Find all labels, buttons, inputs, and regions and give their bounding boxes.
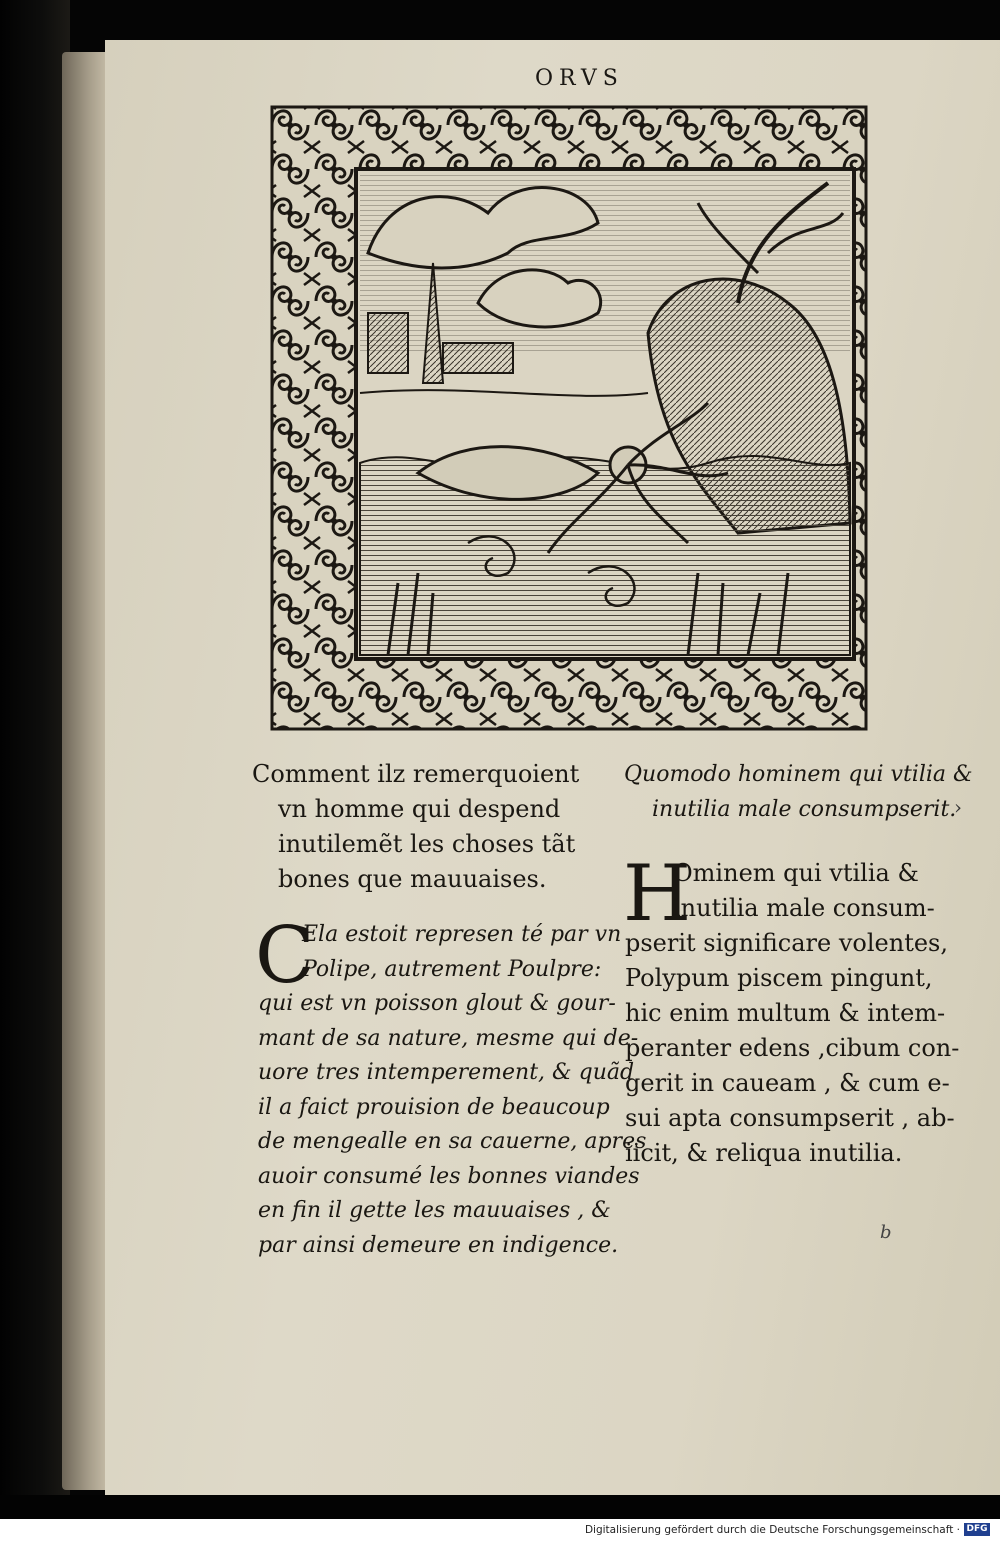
french-body-line: il a faict prouision de beaucoup	[258, 1094, 610, 1120]
latin-body-line: Ominem qui vtilia &	[673, 859, 919, 887]
french-dropcap: C	[255, 911, 315, 1001]
french-body-line: mant de sa nature, mesme qui de-	[258, 1025, 639, 1051]
french-body	[258, 918, 646, 1263]
woodcut-illustration	[268, 103, 870, 733]
latin-body-line: Polypum piscem pingunt,	[625, 964, 933, 992]
signature-mark: b	[880, 1222, 892, 1243]
latin-body-line: inutilia male consum-	[673, 894, 935, 922]
latin-title	[624, 757, 973, 827]
french-body-line: Polipe, autrement Poulpre:	[302, 956, 602, 982]
latin-body-line: sui apta consumpserit , ab-	[625, 1104, 955, 1132]
footer-bar	[0, 1519, 1000, 1541]
latin-body	[623, 849, 960, 1171]
french-body-line: uore tres intemperement, & quãd	[258, 1060, 635, 1085]
scan-bottom-edge	[0, 1495, 1000, 1519]
latin-body-line: iicit, & reliqua inutilia.	[625, 1139, 903, 1167]
french-body-line: qui est vn poisson glout & gour-	[258, 991, 616, 1016]
running-header: ORVS	[535, 66, 624, 91]
french-title-line: Comment ilz remerquoient	[252, 760, 580, 788]
french-body-line: en fin il gette les mauuaises , &	[258, 1198, 611, 1223]
latin-body-line: pserit significare volentes,	[625, 929, 948, 957]
french-body-line: auoir consumé les bonnes viandes	[258, 1163, 640, 1189]
latin-dropcap: H	[623, 849, 692, 939]
french-body-line: par ainsi demeure en indigence.	[258, 1232, 619, 1258]
footer-credit: Digitalisierung gefördert durch die Deutsche Forschungsgemeinschaft ·	[584, 1524, 960, 1536]
french-title	[252, 757, 579, 897]
french-title-line: bones que mauuaises.	[278, 865, 547, 893]
latin-title-line: Quomodo hominem qui vtilia &	[624, 762, 973, 787]
french-body-line: de mengealle en sa cauerne, apres	[258, 1129, 647, 1154]
latin-body-line: gerit in caueam , & cum e-	[625, 1069, 950, 1097]
french-body-line: Ela estoit represen té par vn	[302, 922, 622, 947]
dfg-logo-icon: DFG	[964, 1523, 990, 1536]
latin-title-line: inutilia male consumpserit.	[652, 797, 957, 822]
book-spine-shadow	[0, 0, 70, 1500]
latin-body-line: hic enim multum & intem-	[625, 999, 946, 1027]
page-edge	[62, 52, 110, 1490]
margin-mark: ›	[954, 795, 962, 819]
french-title-line: vn homme qui despend	[278, 795, 561, 823]
latin-body-line: peranter edens ,cibum con-	[625, 1034, 960, 1062]
french-title-line: inutilemẽt les choses tãt	[278, 830, 576, 858]
